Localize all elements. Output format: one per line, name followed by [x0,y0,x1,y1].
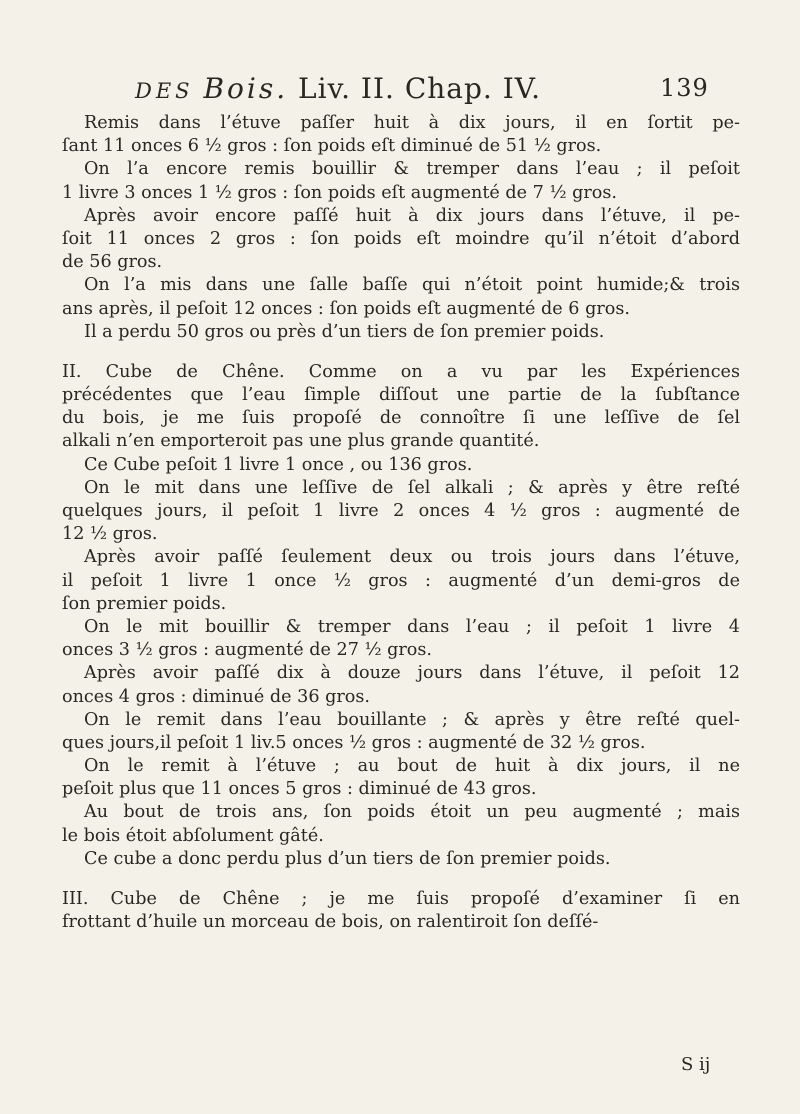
text-line: Remis dans l’étuve paſſer huit à dix jours, il en ſortit pe- [84,113,740,133]
text-line: On le mit dans une leſſive de ſel alkali ; & après y être reſté [84,477,740,498]
text-line: On le remit dans l’eau bouillante ; & après y être reſté quel- [84,709,740,730]
text-line: 1 livre 3 onces 1 ½ gros : ſon poids eſt augmenté de 7 ½ gros. [62,182,617,203]
paragraph [62,801,740,847]
paragraph [62,158,740,204]
text-line: ſoit 11 onces 2 gros : ſon poids eſt moindre qu’il n’étoit d’abord [62,228,740,249]
paragraph [62,662,740,708]
text-line: onces 3 ½ gros : augmenté de 27 ½ gros. [62,640,433,661]
text-line: Au bout de trois ans, ſon poids étoit un peu augmenté ; mais [84,802,740,823]
paragraph [62,848,740,871]
running-head-des: DES [135,79,194,103]
text-line: il peſoit 1 livre 1 once ½ gros : augmenté d’un demi-gros de [62,570,740,591]
running-head-chapter: Liv. II. Chap. IV. [298,72,541,105]
paragraph-gap [62,871,740,888]
page-number: 139 [660,74,709,102]
paragraph [62,454,740,477]
running-head [135,72,709,105]
text-line: II. Cube de Chêne. Comme on a vu par les Expériences [62,361,740,382]
text-line: de 56 gros. [62,252,163,273]
text-line: On l’a encore remis bouillir & tremper dans l’eau ; il peſoit [84,159,740,180]
text-line: Après avoir paſſé ſeulement deux ou trois jours dans l’étuve, [84,547,740,568]
text-line: quelques jours, il peſoit 1 livre 2 onces 4 ½ gros : augmenté de [62,501,740,521]
text-line: ſon premier poids. [62,593,227,614]
paragraph [62,616,740,662]
text-line: précédentes que l’eau ſimple diſſout une partie de la ſubſtance [62,385,740,406]
text-line: du bois, je me ſuis propoſé de connoître ſi une leſſive de ſel [62,408,740,429]
paragraph [62,546,740,616]
text-line: On l’a mis dans une ſalle baſſe qui n’étoit point humide;& trois [84,275,740,296]
text-line: On le mit bouillir & tremper dans l’eau ; il peſoit 1 livre 4 [84,616,740,637]
paragraph [62,274,740,320]
paragraph [62,888,740,934]
body-text [62,112,740,934]
text-line: Ce Cube peſoit 1 livre 1 once , ou 136 gros. [84,454,473,475]
running-head-bois: Bois. [203,72,289,105]
paragraph [62,361,740,454]
text-line: peſoit plus que 11 onces 5 gros : diminué de 43 gros. [62,779,537,800]
text-line: le bois étoit abſolument gâté. [62,825,324,846]
text-line: alkali n’en emporteroit pas une plus grande quantité. [62,431,540,452]
text-line: Après avoir paſſé dix à douze jours dans l’étuve, il peſoit 12 [84,663,740,684]
text-line: onces 4 gros : diminué de 36 gros. [62,686,371,707]
paragraph [62,112,740,158]
text-line: III. Cube de Chêne ; je me ſuis propoſé d’examiner ſi en [62,889,740,909]
text-line: Ce cube a donc perdu plus d’un tiers de ſon premier poids. [84,848,611,869]
signature-mark: S ij [681,1054,711,1075]
paragraph-gap [62,344,740,361]
paragraph [62,709,740,755]
text-line: Il a perdu 50 gros ou près d’un tiers de ſon premier poids. [84,321,605,342]
paragraph [62,321,740,344]
text-line: 12 ½ gros. [62,524,158,545]
text-line: On le remit à l’étuve ; au bout de huit à dix jours, il ne [84,756,740,777]
paragraph [62,205,740,275]
text-line: Après avoir encore paſſé huit à dix jours dans l’étuve, il pe- [84,205,740,226]
paragraph [62,477,740,547]
paragraph [62,755,740,801]
text-line: ſant 11 onces 6 ½ gros : ſon poids eſt diminué de 51 ½ gros. [62,136,602,157]
text-line: ans après, il peſoit 12 onces : ſon poids eſt augmenté de 6 gros. [62,298,630,319]
text-line: frottant d’huile un morceau de bois, on ralentiroit ſon deſſé- [62,912,599,933]
text-line: ques jours,il peſoit 1 liv.5 onces ½ gros : augmenté de 32 ½ gros. [62,732,646,753]
